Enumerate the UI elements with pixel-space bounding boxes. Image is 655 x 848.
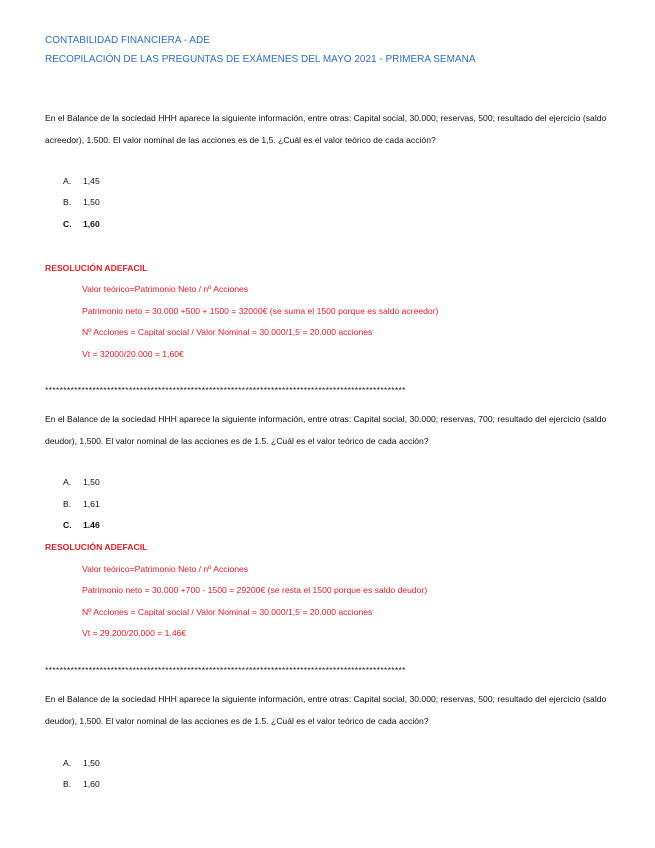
- question-1-resolution-line: Valor teórico=Patrimonio Neto / nº Acciones: [82, 284, 249, 294]
- option-label: A.: [63, 758, 72, 768]
- option-value: 1,50: [83, 758, 100, 768]
- option-label: B.: [63, 197, 72, 207]
- question-3-text: En el Balance de la sociedad HHH aparece la siguiente información, entre otras: Capital social, 30.000; reservas, 500; resultado del ejercicio (saldo deudor), 1.500. El valor nominal de las acciones es de 1.5. ¿Cuál es el valor teórico de cada acción?: [45, 694, 607, 726]
- option-value: 1,61: [83, 499, 100, 509]
- option-value: 1,50: [83, 197, 100, 207]
- option-label: A.: [63, 176, 72, 186]
- question-2-resolution-line: Nº Acciones = Capital social / Valor Nominal = 30.000/1,5 = 20.000 acciones: [82, 607, 373, 617]
- option-value: 1.46: [83, 520, 100, 530]
- question-1-resolution-line: Patrimonio neto = 30.000 +500 + 1500 = 32000€ (se suma el 1500 porque es saldo acreedor): [82, 306, 439, 316]
- document-subtitle: RECOPILACIÓN DE LAS PREGUNTAS DE EXÁMENES DEL MAYO 2021 - PRIMERA SEMANA: [45, 54, 476, 65]
- question-2-option-b: [63, 499, 100, 509]
- question-2-text: En el Balance de la sociedad HHH aparece la siguiente información, entre otras: Capital social, 30.000; reservas, 700; resultado del ejercicio (saldo deudor), 1.500. El valor nominal de las acciones es de 1.5. ¿Cuál es el valor teórico de cada acción?: [45, 414, 607, 446]
- question-1-resolution-line: Nº Acciones = Capital social / Valor Nominal = 30.000/1,5 = 20.000 acciones: [82, 327, 373, 337]
- option-label: A.: [63, 477, 72, 487]
- question-3-option-a: [63, 758, 100, 768]
- question-2-resolution-line: Valor teórico=Patrimonio Neto / nº Acciones: [82, 564, 249, 574]
- question-2-resolution-title: RESOLUCIÓN ADEFACIL: [45, 542, 148, 552]
- question-3-option-b: [63, 779, 100, 789]
- option-value: 1,60: [83, 219, 100, 229]
- question-1-option-c-correct: [63, 219, 100, 229]
- question-1-resolution-line: Vt = 32000/20.000 = 1,60€: [82, 349, 184, 359]
- separator: ***************************************************************************************************: [45, 665, 406, 675]
- option-label: C.: [63, 219, 72, 229]
- question-2-option-a: [63, 477, 100, 487]
- question-1-text: En el Balance de la sociedad HHH aparece la siguiente información, entre otras: Capital social, 30.000; reservas, 500; resultado del ejercicio (saldo acreedor), 1.500. El valor nominal de las acciones es de 1,5. ¿Cuál es el valor teórico de cada acción?: [45, 113, 607, 145]
- question-2-resolution-line: Vt = 29.200/20.000 = 1.46€: [82, 628, 187, 638]
- question-1-option-a: [63, 176, 100, 186]
- option-label: B.: [63, 499, 72, 509]
- separator: ***************************************************************************************************: [45, 385, 406, 395]
- option-value: 1,60: [83, 779, 100, 789]
- option-value: 1,50: [83, 477, 100, 487]
- question-1-resolution-title: RESOLUCIÓN ADEFACIL: [45, 263, 148, 273]
- question-2-resolution-line: Patrimonio neto = 30.000 +700 - 1500 = 29200€ (se resta el 1500 porque es saldo deudor): [82, 585, 428, 595]
- question-2-option-c-correct: [63, 520, 100, 530]
- option-label: B.: [63, 779, 72, 789]
- question-1-option-b: [63, 197, 100, 207]
- course-title: CONTABILIDAD FINANCIERA - ADE: [45, 35, 210, 46]
- option-label: C.: [63, 520, 72, 530]
- option-value: 1,45: [83, 176, 100, 186]
